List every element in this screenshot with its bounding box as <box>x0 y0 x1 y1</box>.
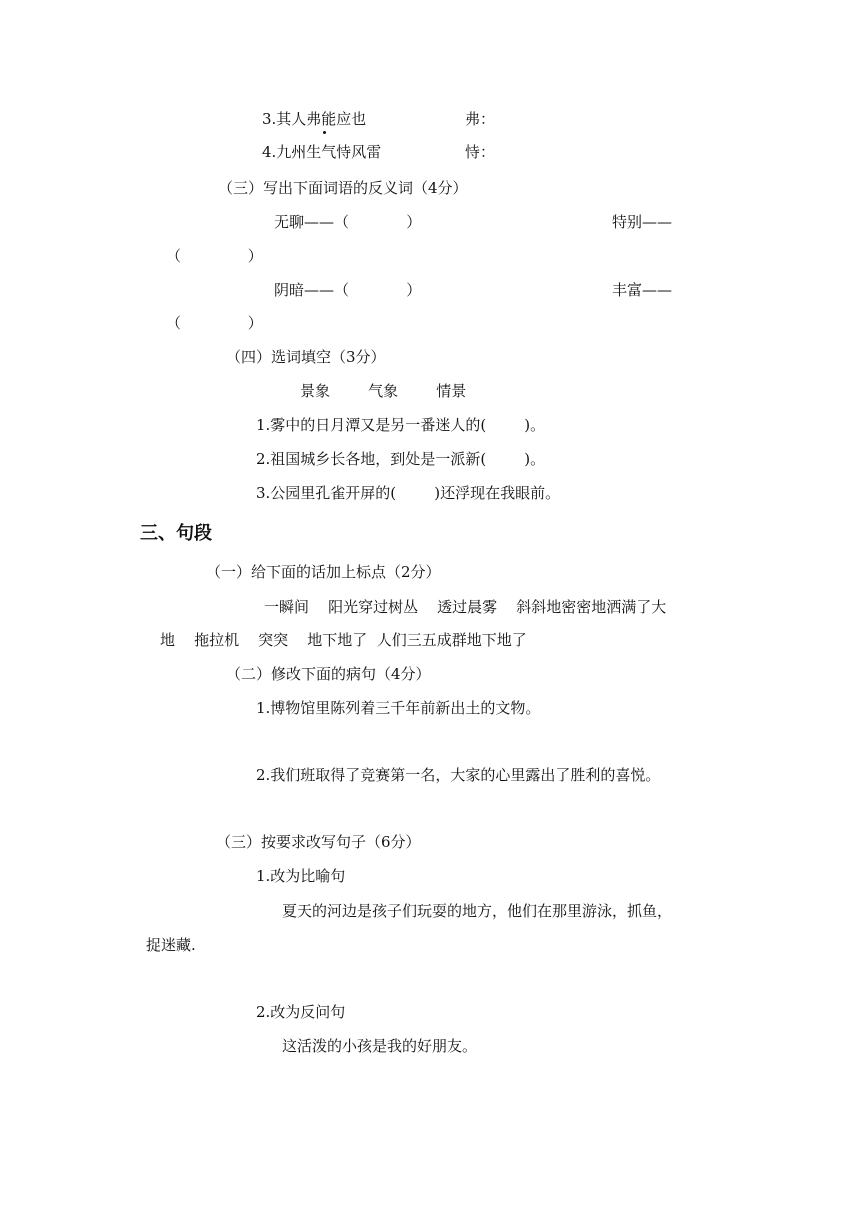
rewrite-heading: （三）按要求改写句子（6分） <box>216 833 421 851</box>
fix-sentence-1: 1.博物馆里陈列着三千年前新出土的文物。 <box>256 699 541 717</box>
rewrite-item-1-line-1: 夏天的河边是孩子们玩耍的地方，他们在那里游泳，抓鱼， <box>282 902 673 920</box>
antonym-row1-continuation: （ ） <box>166 247 263 265</box>
gloss-answer-4: 恃： <box>465 143 496 161</box>
fix-sentence-2: 2.我们班取得了竞赛第一名，大家的心里露出了胜利的喜悦。 <box>256 766 661 784</box>
antonym-row2-left: 阴暗——（ ） <box>274 281 422 299</box>
gloss-item-3: 3.其人弗能应也 <box>262 110 367 128</box>
antonym-row1-right: 特别—— <box>612 213 673 231</box>
fill-in-options: 景象 气象 情景 <box>300 382 467 400</box>
antonym-row2-right: 丰富—— <box>612 281 673 299</box>
rewrite-item-1-line-2: 捉迷藏. <box>146 936 196 954</box>
punctuation-heading: （一）给下面的话加上标点（2分） <box>206 563 441 581</box>
rewrite-item-2-text: 这活泼的小孩是我的好朋友。 <box>282 1037 478 1055</box>
antonym-row2-continuation: （ ） <box>166 314 263 332</box>
fill-in-item-1: 1.雾中的日月潭又是另一番迷人的( )。 <box>256 416 546 434</box>
emphasis-dot <box>323 131 326 134</box>
gloss-answer-3: 弗： <box>465 110 496 128</box>
antonyms-heading: （三）写出下面词语的反义词（4分） <box>218 179 468 197</box>
punctuation-line-2: 地 拖拉机 突突 地下地了 人们三五成群地下地了 <box>160 631 527 649</box>
antonym-row1-left: 无聊——（ ） <box>274 213 422 231</box>
fill-in-item-2: 2.祖国城乡长各地，到处是一派新( )。 <box>256 450 546 468</box>
fix-sentences-heading: （二）修改下面的病句（4分） <box>226 665 431 683</box>
rewrite-item-1-label: 1.改为比喻句 <box>256 867 346 885</box>
section-title: 三、句段 <box>140 523 212 544</box>
gloss-item-4: 4.九州生气恃风雷 <box>262 143 382 161</box>
punctuation-line-1: 一瞬间 阳光穿过树丛 透过晨雾 斜斜地密密地洒满了大 <box>264 598 667 616</box>
fill-in-heading: （四）选词填空（3分） <box>226 348 386 366</box>
fill-in-item-3: 3.公园里孔雀开屏的( )还浮现在我眼前。 <box>256 484 561 502</box>
rewrite-item-2-label: 2.改为反问句 <box>256 1003 346 1021</box>
